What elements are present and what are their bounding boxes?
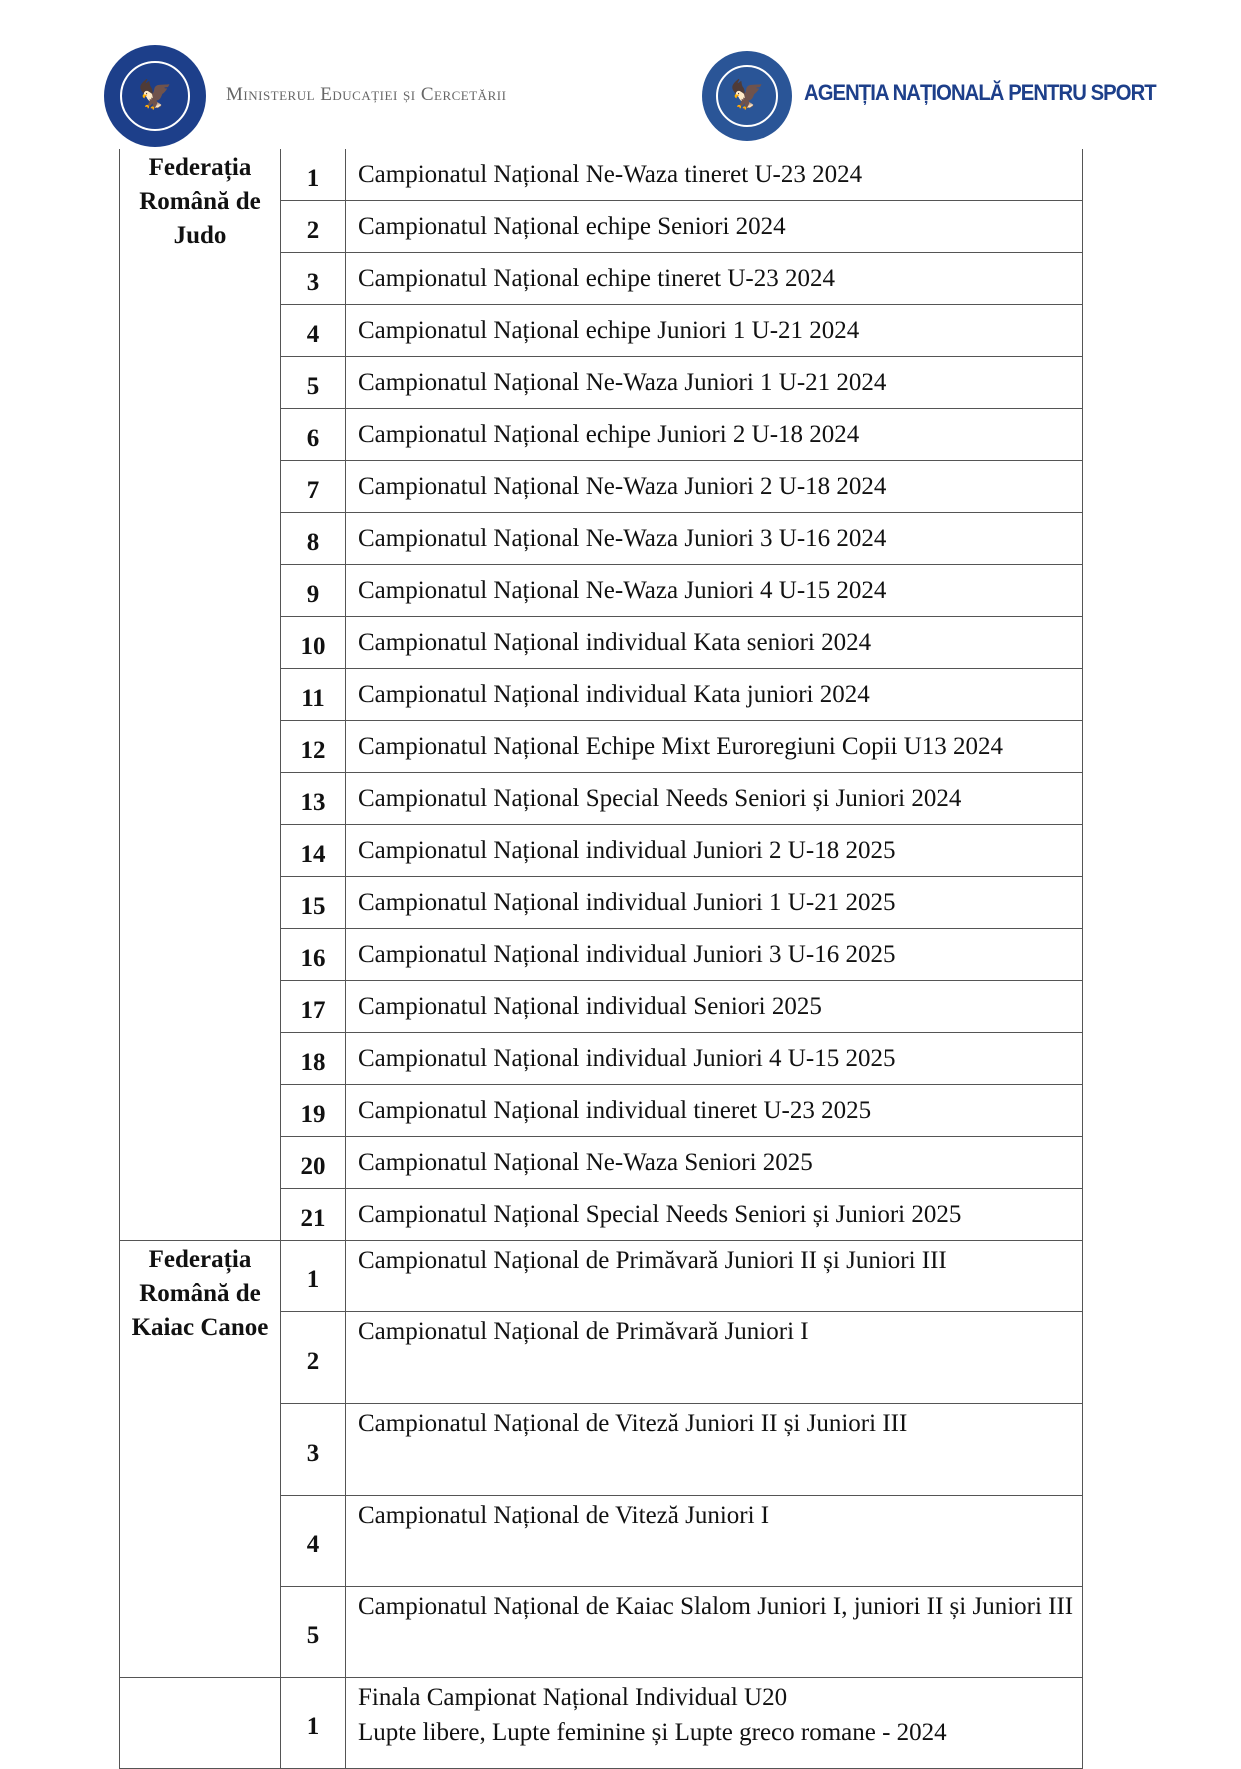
row-number: 14 bbox=[281, 825, 346, 877]
row-number: 13 bbox=[281, 773, 346, 825]
row-number: 11 bbox=[281, 669, 346, 721]
competition-name-line: Campionatul Național Ne-Waza Juniori 4 U-15 2024 bbox=[358, 577, 887, 604]
agency-seal-logo bbox=[702, 51, 792, 141]
table-row bbox=[120, 149, 1083, 201]
competition-name bbox=[346, 357, 1083, 409]
table-row bbox=[120, 1241, 1083, 1312]
federation-cell: Federația Română de Judo bbox=[120, 149, 281, 1241]
row-number: 16 bbox=[281, 929, 346, 981]
competition-name-line: Campionatul Național de Primăvară Juniori II și Juniori III bbox=[358, 1247, 947, 1274]
competition-name-line: Campionatul Național de Viteză Juniori II și Juniori III bbox=[358, 1410, 908, 1437]
competition-name bbox=[346, 149, 1083, 201]
competition-name-line: Campionatul Național individual Kata juniori 2024 bbox=[358, 681, 870, 708]
competition-name-line: Campionatul Național echipe Seniori 2024 bbox=[358, 213, 786, 240]
eagle-emblem-icon: 🦅 bbox=[716, 65, 778, 127]
competition-name bbox=[346, 981, 1083, 1033]
competition-name bbox=[346, 513, 1083, 565]
competition-name-line: Lupte libere, Lupte feminine și Lupte greco romane - 2024 bbox=[358, 1719, 947, 1746]
government-seal-logo bbox=[104, 45, 206, 147]
competition-name-line: Campionatul Național individual Seniori 2025 bbox=[358, 993, 822, 1020]
competition-name bbox=[346, 565, 1083, 617]
row-number: 10 bbox=[281, 617, 346, 669]
competition-name-line: Campionatul Național Echipe Mixt Euroregiuni Copii U13 2024 bbox=[358, 733, 1004, 760]
competition-name-line: Campionatul Național echipe tineret U-23 2024 bbox=[358, 265, 835, 292]
competition-name-line: Campionatul Național echipe Juniori 1 U-21 2024 bbox=[358, 317, 860, 344]
competition-name bbox=[346, 1312, 1083, 1404]
competition-name bbox=[346, 721, 1083, 773]
competition-name-line: Campionatul Național Ne-Waza Juniori 2 U-18 2024 bbox=[358, 473, 887, 500]
row-number: 8 bbox=[281, 513, 346, 565]
competition-name-line: Campionatul Național echipe Juniori 2 U-18 2024 bbox=[358, 421, 860, 448]
competition-name bbox=[346, 617, 1083, 669]
row-number: 21 bbox=[281, 1189, 346, 1241]
row-number: 17 bbox=[281, 981, 346, 1033]
competition-name bbox=[346, 1189, 1083, 1241]
row-number: 4 bbox=[281, 305, 346, 357]
row-number: 15 bbox=[281, 877, 346, 929]
row-number: 2 bbox=[281, 201, 346, 253]
eagle-emblem-icon: 🦅 bbox=[120, 61, 190, 131]
row-number: 5 bbox=[281, 357, 346, 409]
competition-name bbox=[346, 877, 1083, 929]
competition-name bbox=[346, 253, 1083, 305]
competition-name bbox=[346, 201, 1083, 253]
row-number: 7 bbox=[281, 461, 346, 513]
competition-name-line: Campionatul Național Ne-Waza Juniori 1 U-21 2024 bbox=[358, 369, 887, 396]
row-number: 2 bbox=[281, 1312, 346, 1404]
competitions-table bbox=[119, 149, 1083, 1769]
competition-name-line: Campionatul Național Ne-Waza Juniori 3 U-16 2024 bbox=[358, 525, 887, 552]
competition-name bbox=[346, 461, 1083, 513]
row-number: 3 bbox=[281, 1404, 346, 1496]
competition-name-line: Campionatul Național de Primăvară Juniori I bbox=[358, 1318, 809, 1345]
competition-name bbox=[346, 825, 1083, 877]
competition-name-line: Campionatul Național individual Juniori 2 U-18 2025 bbox=[358, 837, 896, 864]
federation-cell: Federația Română de Kaiac Canoe bbox=[120, 1241, 281, 1678]
competition-name bbox=[346, 1085, 1083, 1137]
competition-name bbox=[346, 929, 1083, 981]
row-number: 20 bbox=[281, 1137, 346, 1189]
row-number: 12 bbox=[281, 721, 346, 773]
competition-name-line: Campionatul Național Special Needs Seniori și Juniori 2024 bbox=[358, 785, 962, 812]
competition-name bbox=[346, 1241, 1083, 1312]
row-number: 6 bbox=[281, 409, 346, 461]
agency-name: AGENȚIA NAȚIONALĂ PENTRU SPORT bbox=[804, 80, 1156, 105]
competition-name-line: Campionatul Național de Viteză Juniori I bbox=[358, 1502, 770, 1529]
competition-name-line: Campionatul Național Special Needs Seniori și Juniori 2025 bbox=[358, 1201, 962, 1228]
row-number: 1 bbox=[281, 149, 346, 201]
competition-name-line: Campionatul Național individual Juniori 4 U-15 2025 bbox=[358, 1045, 896, 1072]
row-number: 19 bbox=[281, 1085, 346, 1137]
competition-name-line: Campionatul Național Ne-Waza tineret U-23 2024 bbox=[358, 161, 863, 188]
row-number: 18 bbox=[281, 1033, 346, 1085]
row-number: 1 bbox=[281, 1241, 346, 1312]
row-number: 9 bbox=[281, 565, 346, 617]
competition-name bbox=[346, 1496, 1083, 1587]
ministry-name: Ministerul Educației și Cercetării bbox=[226, 84, 507, 105]
competition-name bbox=[346, 1587, 1083, 1678]
row-number: 4 bbox=[281, 1496, 346, 1587]
competition-name-line: Campionatul Național individual Juniori 3 U-16 2025 bbox=[358, 941, 896, 968]
competition-name-line: Campionatul Național Ne-Waza Seniori 2025 bbox=[358, 1149, 813, 1176]
competition-name-line: Campionatul Național individual Juniori 1 U-21 2025 bbox=[358, 889, 896, 916]
competition-name bbox=[346, 409, 1083, 461]
competition-name bbox=[346, 773, 1083, 825]
competition-name bbox=[346, 305, 1083, 357]
competition-name-line: Campionatul Național individual tineret U-23 2025 bbox=[358, 1097, 872, 1124]
competition-name bbox=[346, 1137, 1083, 1189]
competition-name-line: Campionatul Național individual Kata seniori 2024 bbox=[358, 629, 872, 656]
competition-name bbox=[346, 669, 1083, 721]
competition-name-line: Campionatul Național de Kaiac Slalom Juniori I, juniori II și Juniori III bbox=[358, 1593, 1074, 1620]
competition-name bbox=[346, 1404, 1083, 1496]
competition-name bbox=[346, 1033, 1083, 1085]
row-number: 3 bbox=[281, 253, 346, 305]
competition-name-line: Finala Campionat Național Individual U20 bbox=[358, 1684, 788, 1711]
row-number: 5 bbox=[281, 1587, 346, 1678]
row-number: 1 bbox=[281, 1678, 346, 1769]
